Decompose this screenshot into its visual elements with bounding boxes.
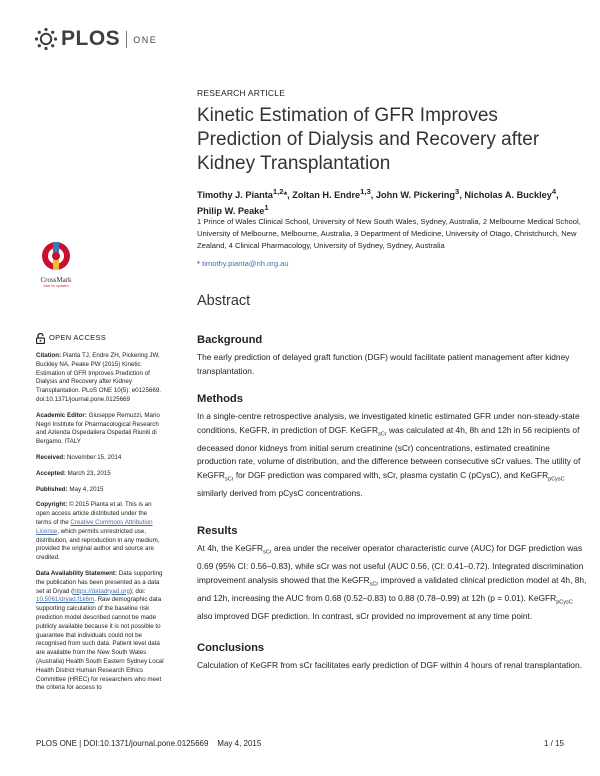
methods-subscript: pCysC — [548, 476, 565, 483]
background-text: The early prediction of delayed graft function (DGF) would facilitate patient management after kidney transplantation. — [197, 352, 570, 376]
results-text — [197, 542, 589, 624]
plos-one-logo — [34, 27, 157, 51]
published-block — [36, 486, 164, 495]
editor-label: Academic Editor: — [36, 411, 87, 419]
article-info-sidebar — [36, 333, 164, 700]
conclusions-text: Calculation of KeGFR from sCr facilitates early prediction of DGF within 4 hours of renal transplantation. — [197, 660, 582, 670]
background-heading: Background — [197, 334, 263, 346]
received-block — [36, 454, 164, 463]
methods-text-part: In a single-centre retrospective analysis, we investigated kinetic estimated GFR under non-steady-state conditions, KeGFR, in prediction of DGF. KeGFR — [197, 411, 580, 435]
author-affiliation-sup: 1,3 — [360, 187, 371, 196]
data-availability-label: Data Availability Statement: — [36, 569, 118, 577]
crossmark-badge[interactable] — [38, 240, 74, 288]
dryad-doi-link[interactable]: 10.5061/dryad.f1k6m — [36, 596, 95, 604]
received-label: Received: — [36, 453, 66, 461]
published-label: Published: — [36, 485, 68, 493]
copyright-label: Copyright: — [36, 501, 68, 509]
citation-text: Pianta TJ, Endre ZH, Pickering JW, Buckley NA, Peake PW (2015) Kinetic Estimation of GFR Improves Prediction of Dialysis and Recovery after Kidney Transplantation. PLoS ONE 10(5): e0125669. doi:10.1371/journal.pone.0125669 — [36, 352, 161, 403]
author-affiliation-sup: 4 — [551, 187, 557, 196]
accepted-block — [36, 470, 164, 479]
citation-block — [36, 352, 164, 405]
footer-citation: PLOS ONE | DOI:10.1371/journal.pone.0125669 May 4, 2015 — [36, 739, 262, 748]
page-number: 1 / 15 — [543, 739, 564, 748]
logo-wordmark: PLOS — [61, 27, 121, 50]
methods-text-part: was calculated at 4h, 8h and 12h in 56 recipients of deceased donor kidneys from initial serum creatinine (sCr) concentrations, estimated creatinine production rate, volume of distribution, and the difference between consecutive sCr values. The utility of KeGFR — [197, 424, 581, 481]
crossmark-label: CrossMark — [40, 276, 72, 284]
published-date: May 4, 2015 — [69, 485, 104, 493]
methods-subscript: sCr — [378, 431, 387, 438]
author-name[interactable]: Zoltan H. Endre — [292, 190, 361, 201]
crossmark-sublabel: click for updates — [43, 284, 69, 288]
author-affiliation-sup: 1,2 — [272, 187, 284, 196]
author-name[interactable]: Timothy J. Pianta — [197, 190, 273, 201]
author-affiliation-sup: 3 — [455, 187, 460, 196]
editor-block — [36, 412, 164, 447]
data-availability-text: ); doi: — [129, 587, 146, 595]
accepted-label: Accepted: — [36, 469, 66, 477]
results-text-part: area under the receiver operator characteristic curve (AUC) for DGF prediction was 0.69 (95% CI: 0.56–0.83), while sCr was not useful (AUC 0.56, (CI: 0.41–0.72). Integrated discrimination improvement analysis showed that the KeGFR — [197, 543, 584, 585]
open-access-label: OPEN ACCESS — [49, 333, 107, 343]
corresponding-email — [197, 259, 289, 268]
author-affiliation-sup: 1 — [264, 202, 269, 212]
results-text-part: At 4h, the KeGFR — [197, 543, 264, 553]
copyright-text: © 2015 Pianta et al. This is an open access article distributed under the terms of the — [36, 501, 152, 526]
abstract-heading: Abstract — [197, 293, 251, 309]
methods-text-part: similarly derived from pCysC concentrations. — [197, 488, 363, 499]
results-text-part: also improved DGF prediction. In contrast, sCr provided no improvement at any time point. — [197, 611, 533, 622]
copyright-block — [36, 501, 164, 563]
received-date: November 15, 2014 — [66, 453, 122, 461]
copyright-text: , which permits unrestricted use, distribution, and reproduction in any medium, provided the original author and source are credited. — [36, 527, 160, 562]
logo-journal-name: ONE — [133, 35, 158, 45]
plos-dots-icon — [34, 27, 58, 51]
results-subscript: pCysC — [556, 599, 573, 606]
affiliations: 1 Prince of Wales Clinical School, University of New South Wales, Sydney, Australia, 2 Melbourne Medical School, University of Melbourne, Melbourne, Australia, 3 Department of Medicine, University of Otago, Christchurch, New Zealand, 4 Clinical Pharmacology, University of Sydney, Sydney, Australia — [197, 217, 581, 250]
article-type: RESEARCH ARTICLE — [197, 88, 286, 98]
page-footer — [36, 739, 564, 748]
citation-label: Citation: — [36, 352, 62, 359]
results-subscript: sCr — [369, 581, 379, 588]
methods-text-part: for DGF prediction was compared with, sCr, plasma cystatin C (pCysC), and KeGFR — [233, 470, 549, 481]
accepted-date: March 23, 2015 — [67, 469, 111, 477]
article-title: Kinetic Estimation of GFR Improves Prediction of Dialysis and Recovery after Kidney Transplantation — [197, 105, 540, 174]
results-subscript: sCr — [263, 549, 272, 556]
results-text-part: improved a validated clinical prediction model at 4h, 8h, and 12h, increasing the AUC from 0.68 (0.52–0.83) to 0.88 (0.78–0.99) at 12h (p = 0.01). KeGFR — [197, 574, 587, 604]
author-name[interactable]: Philip W. Peake — [197, 205, 265, 216]
methods-subscript: sCr — [224, 476, 234, 483]
author-list: Timothy J. Pianta$^{1,2}$*, Zoltan H. Endre$^{1,3}$, John W. Pickering$^3$, Nicholas A. Buckley$^4$, Philip W. Peake$^1$ — [197, 187, 559, 216]
author-name[interactable]: John W. Pickering — [375, 190, 456, 201]
open-access-badge — [36, 333, 164, 344]
methods-heading: Methods — [197, 393, 243, 405]
methods-text — [197, 410, 589, 501]
data-availability-block — [36, 570, 164, 693]
results-heading: Results — [197, 525, 238, 537]
crossmark-icon — [38, 240, 74, 272]
logo-divider — [126, 31, 127, 48]
conclusions-heading: Conclusions — [197, 642, 265, 654]
open-lock-icon — [36, 333, 45, 344]
corresponding-mark: * — [283, 190, 288, 201]
email-mark: * — [197, 259, 200, 268]
email-link[interactable]: timothy.pianta@nh.org.au — [202, 259, 289, 268]
license-link[interactable]: Creative Commons Attribution License — [36, 518, 153, 535]
data-availability-text: Data supporting the publication has been presented as a data set at Dryad ( — [36, 569, 163, 595]
author-name[interactable]: Nicholas A. Buckley — [464, 190, 552, 201]
dryad-link[interactable]: https://datadryad.org — [73, 587, 130, 595]
editor-text: Giuseppe Remuzzi, Mario Negri Institute for Pharmacological Research and Azienda Ospedaliera Ospedali Riuniti di Bergamo, ITALY — [36, 411, 160, 446]
data-availability-text: . Raw demographic data supporting calculation of the baseline risk prediction model described cannot be made publicly available because it is not possible to guarantee that individuals could not be recognised from such data. Patient level data are available from the New South Wales (Australia) Health South Eastern Sydney Local Health District Human Research Ethics Committee (HREC) for researchers who meet the criteria for access to — [36, 596, 164, 692]
